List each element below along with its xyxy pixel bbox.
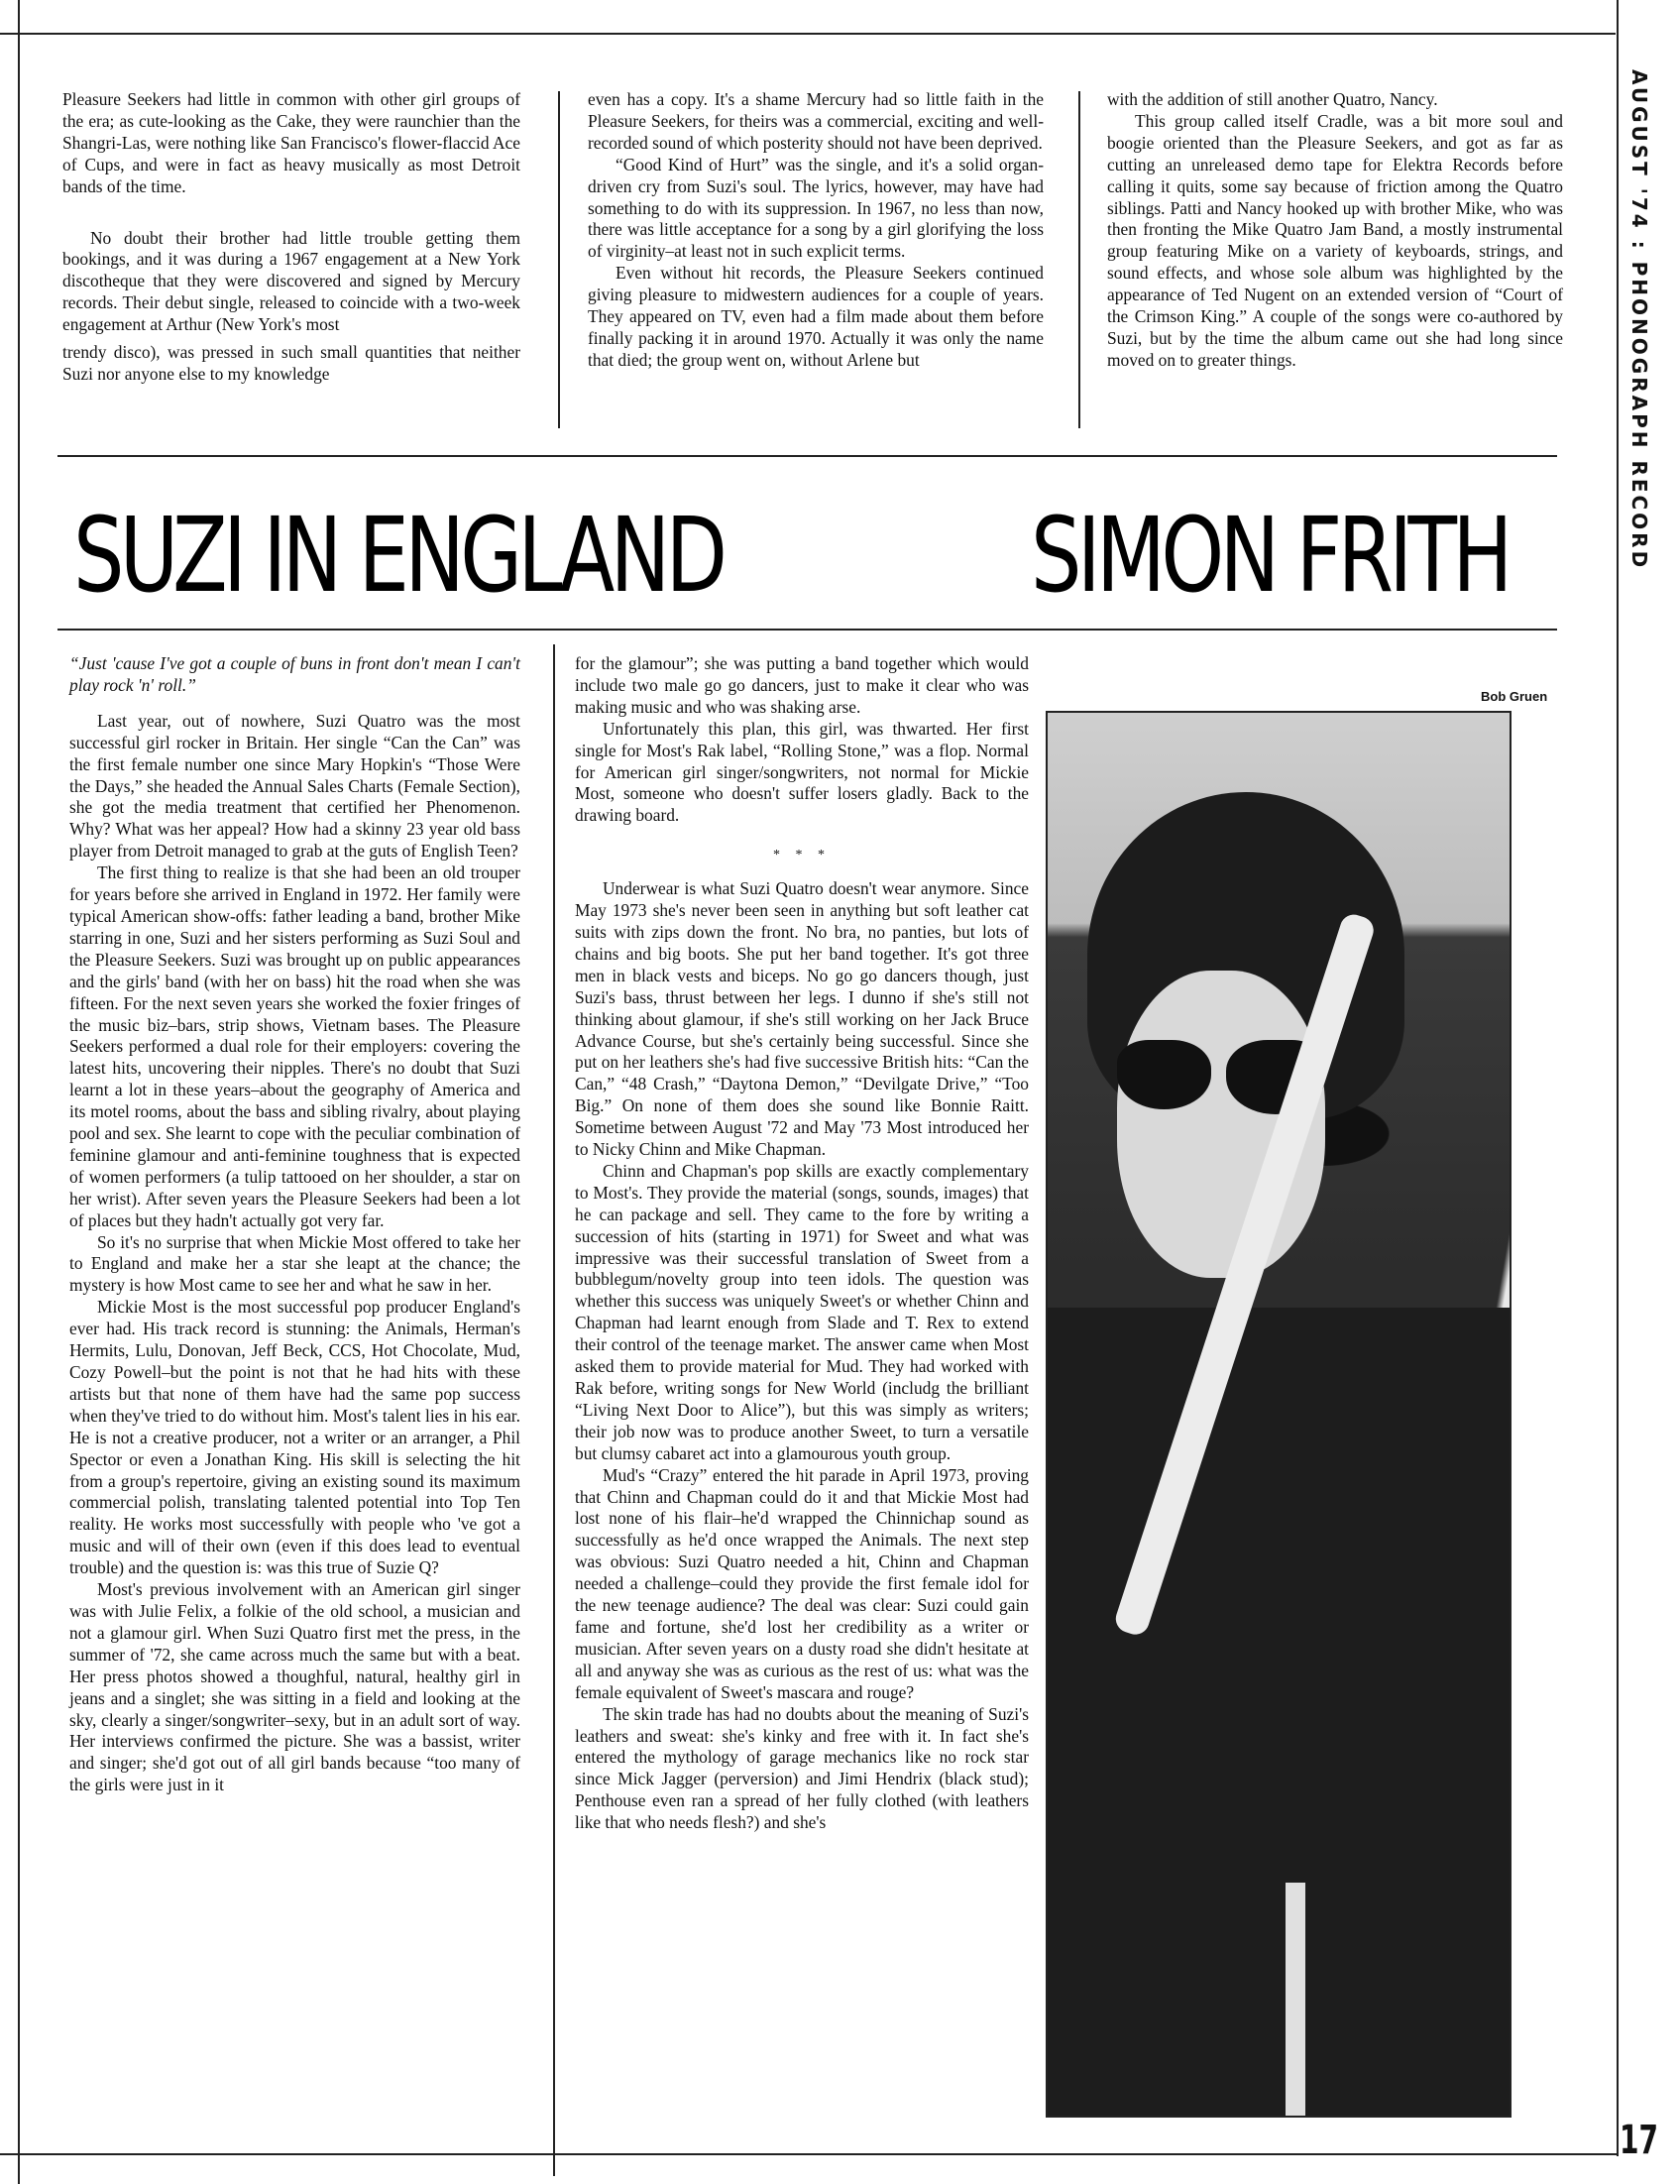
body-column-middle [575,653,1029,1834]
paragraph: Even without hit records, the Pleasure Seekers continued giving pleasure to midwestern audiences for a couple of years. They appeared on TV, even had a film made about them before finally packing it in around 1970. Actually it was only the name that died; the group went on, without Arlene but [588,263,1044,370]
paragraph: even has a copy. It's a shame Mercury had so little faith in the Pleasure Seekers, for theirs was a commercial, exciting and well-recorded sound of which posterity should not have been deprived. [588,89,1044,153]
paragraph: “Good Kind of Hurt” was the single, and it's a solid organ-driven cry from Suzi's soul. The lyrics, however, may have had something to do with its suppression. In 1967, no less than now, there was little acceptance for a song by a girl glorifying the loss of virginity–at least not in such explicit terms. [588,154,1044,262]
paragraph: The first thing to realize is that she had been an old trouper for years before she arrived in England in 1972. Her family were typical American show-offs: father leading a band, brother Mike starring in one, Suzi and her sisters performing as Suzi Soul and the Pleasure Seekers. Suzi was brought up on public appearances and the girls' band (with her on bass) hit the road when she was fifteen. For the next seven years she worked the foxier fringes of the music biz–bars, strip shows, Vietnam bases. The Pleasure Seekers performed a dual role for their employers: covering the latest hits, uncovering their nipples. There's no doubt that Suzi learnt a lot in these years–about the geography of America and its motel rooms, about the bass and sibling rivalry, about playing pool and sex. She learnt to cope with the peculiar combination of feminine glamour and anti-feminine toughness that is expected of women performers (a tulip tattooed on her shoulder, a star on her wrist). After seven years the Pleasure Seekers had been a lot of places but they hadn't actually got very far. [69,862,520,1230]
left-page-border [18,0,20,2184]
headline-bottom-rule [57,629,1557,631]
photo-credit: Bob Gruen [1481,689,1548,704]
section-break: * * * [773,848,831,863]
top-column-2 [588,89,1044,372]
photo-shirt-shape [1286,1883,1305,2118]
epigraph: “Just 'cause I've got a couple of buns in front don't mean I can't play rock 'n' roll.” [69,653,520,695]
paragraph: Underwear is what Suzi Quatro doesn't wear anymore. Since May 1973 she's never been seen in anything but soft leather cat suits with zips down the front. No bra, no panties, but lots of chains and big boots. She put her band together. It's got three men in black vests and biceps. No go go dancers though, just Suzi's bass, thrust between her legs. I dunno if she's still not thinking about glamour, if she's still working on her Jack Bruce Advance Course, but she's certainly being successful. Since she put on her leathers she's had five successive British hits: “Can the Can,” “48 Crash,” “Daytona Demon,” “Devilgate Drive,” “Too Big.” On none of them does she sound like Bonnie Raitt. Sometime between August '72 and May '73 Most introduced her to Nicky Chinn and Mike Chapman. [575,878,1029,1160]
running-head-text: AUGUST '74 : PHONOGRAPH RECORD [1627,69,1651,571]
bottom-rule [0,2153,1618,2155]
paragraph: Mickie Most is the most successful pop producer England's ever had. His track record is stunning: the Animals, Herman's Hermits, Lulu, Donovan, Jeff Beck, CCS, Hot Chocolate, Mud, Cozy Powell–but the point is not that he had hits with these artists but that none of them have had the same pop success when they've tried to do without him. Most's talent lies in his ear. He is not a creative producer, not a writer or an arranger, a Phil Spector or even a Jonathan King. His skill is selecting the hit from a group's repertoire, giving an existing sound its maximum commercial polish, translating talented potential into Top Ten reality. He works most successfully with people who 've got a music and will of their own (even if this does lead to eventual trouble) and the question is: was this true of Suzie Q? [69,1297,520,1578]
top-column-divider-1 [558,91,560,428]
article-byline: SIMON FRITH [1031,495,1509,616]
paragraph: for the glamour”; she was putting a band together which would include two male go go dancers, just to make it clear who was making music and who was shaking arse. [575,653,1029,717]
article-title: SUZI IN ENGLAND [73,495,724,616]
sunglasses-icon [1117,1040,1211,1109]
top-column-1 [62,89,520,386]
paragraph: This group called itself Cradle, was a bit more soul and boogie oriented than the Pleasure Seekers, and got as far as cutting an unreleased demo tape for Elektra Records before calling it quits, some say because of friction among the Quatro siblings. Patti and Nancy hooked up with brother Mike, who was then fronting the Mike Quatro Jam Band, a mostly instrumental group featuring Mike on a variety of keyboards, strings, and sound effects, and whose sole album was highlighted by the appearance of Ted Nugent on an extended version of “Court of the Crimson King.” A couple of the songs were co-authored by Suzi, but by the time the album came out she had long since moved on to greater things. [1107,110,1563,370]
paragraph: Mud's “Crazy” entered the hit parade in April 1973, proving that Chinn and Chapman could do it and that Mickie Most had lost none of his flair–he'd wrapped the Chinnichap sound as successfully as he'd once wrapped the Animals. The next step was obvious: Suzi Quatro needed a hit, Chinn and Chapman needed a challenge–could they provide the first female idol for the new teenage audience? The deal was clear: Suzi could gain fame and fortune, she'd lost her credibility as a writer or musician. After seven years on a dusty road she didn't hesitate at all and anyway she was as curious as the rest of us: what was the female equivalent of Sweet's mascara and rouge? [575,1464,1029,1702]
body-column-left [69,653,520,1796]
paragraph: The skin trade has had no doubts about the meaning of Suzi's leathers and sweat: she's kinky and free with it. In fact she's entered the mythology of garage mechanics like no rock star since Mick Jagger (perversion) and Jimi Hendrix (black stud); Penthouse even ran a spread of her fully clothed (with leathers like that who needs flesh?) and she's [575,1703,1029,1833]
paragraph: Last year, out of nowhere, Suzi Quatro was the most successful girl rocker in Britain. Her single “Can the Can” was the first female number one since Mary Hopkin's “Those Were the Days,” she headed the Annual Sales Charts (Female Section), she got the media treatment that certified her Phenomenon. Why? What was her appeal? How had a skinny 23 year old bass player from Detroit managed to grab at the guts of English Teen? [69,710,520,862]
paragraph: No doubt their brother had little trouble getting them bookings, and it was during a 1967 engagement at a New York discotheque that they were discovered and signed by Mercury records. Their debut single, released to coincide with a two-week engagement at Arthur (New York's most [62,227,520,335]
top-column-divider-2 [1078,91,1080,428]
body-column-divider [553,644,555,2176]
paragraph: trendy disco), was pressed in such small quantities that neither Suzi nor anyone else to my knowledge [62,342,520,384]
page-number: 17 [1620,2118,1658,2163]
top-rule [0,33,1616,35]
paragraph: Most's previous involvement with an American girl singer was with Julie Felix, a folkie of the old school, a musician and not a glamour girl. When Suzi Quatro first met the press, in the summer of '72, she came across much the same but with a beat. Her press photos showed a thoughful, natural, healthy girl in jeans and a singlet; she was sitting in a field and looking at the sky, clearly a singer/songwriter–sexy, but in an adult sort of way. Her interviews confirmed the picture. She was a bassist, writer and singer; she'd got out of all girl bands because “too many of the girls were just in it [69,1579,520,1795]
paragraph: Pleasure Seekers had little in common with other girl groups of the era; as cute-looking as the Cake, they were raunchier than the Shangri-Las, were nothing like San Francisco's flower-flaccid Ace of Cups, and were in fact as heavy musically as most Detroit bands of the time. [62,89,520,196]
suzi-quatro-photo [1046,711,1512,2118]
paragraph: Unfortunately this plan, this girl, was thwarted. Her first single for Most's Rak label, “Rolling Stone,” was a flop. Normal for American girl singer/songwriters, not normal for Mickie Most, someone who doesn't suffer losers gladly. Back to the drawing board. [575,718,1029,826]
headline-top-rule [57,455,1557,457]
paragraph: So it's no surprise that when Mickie Most offered to take her to England and make her a star she leapt at the chance; the mystery is how Most came to see her and what he saw in her. [69,1231,520,1296]
paragraph: with the addition of still another Quatro, Nancy. [1107,89,1438,109]
running-head [1618,69,1667,585]
paragraph: Chinn and Chapman's pop skills are exactly complementary to Most's. They provide the material (songs, sounds, images) that he can package and sell. They came to the fore by writing a succession of hits (starting in 1971) for Sweet and what was impressive was their successful translation of Sweet from a bubblegum/novelty group into teen idols. The question was whether this success was uniquely Sweet's or whether Chinn and Chapman had learnt enough from Slade and T. Rex to extend their control of the teenage market. The answer came when Most asked them to provide material for Mud. They had worked with Rak before, writing songs for New World (includg the brilliant “Living Next Door to Alice”), but this was simply as writers; their job now was to produce another Sweet, to turn a versatile but clumsy cabaret act into a glamourous youth group. [575,1160,1029,1463]
photo-jacket-shape [1048,1308,1510,2116]
top-column-3 [1107,89,1563,372]
